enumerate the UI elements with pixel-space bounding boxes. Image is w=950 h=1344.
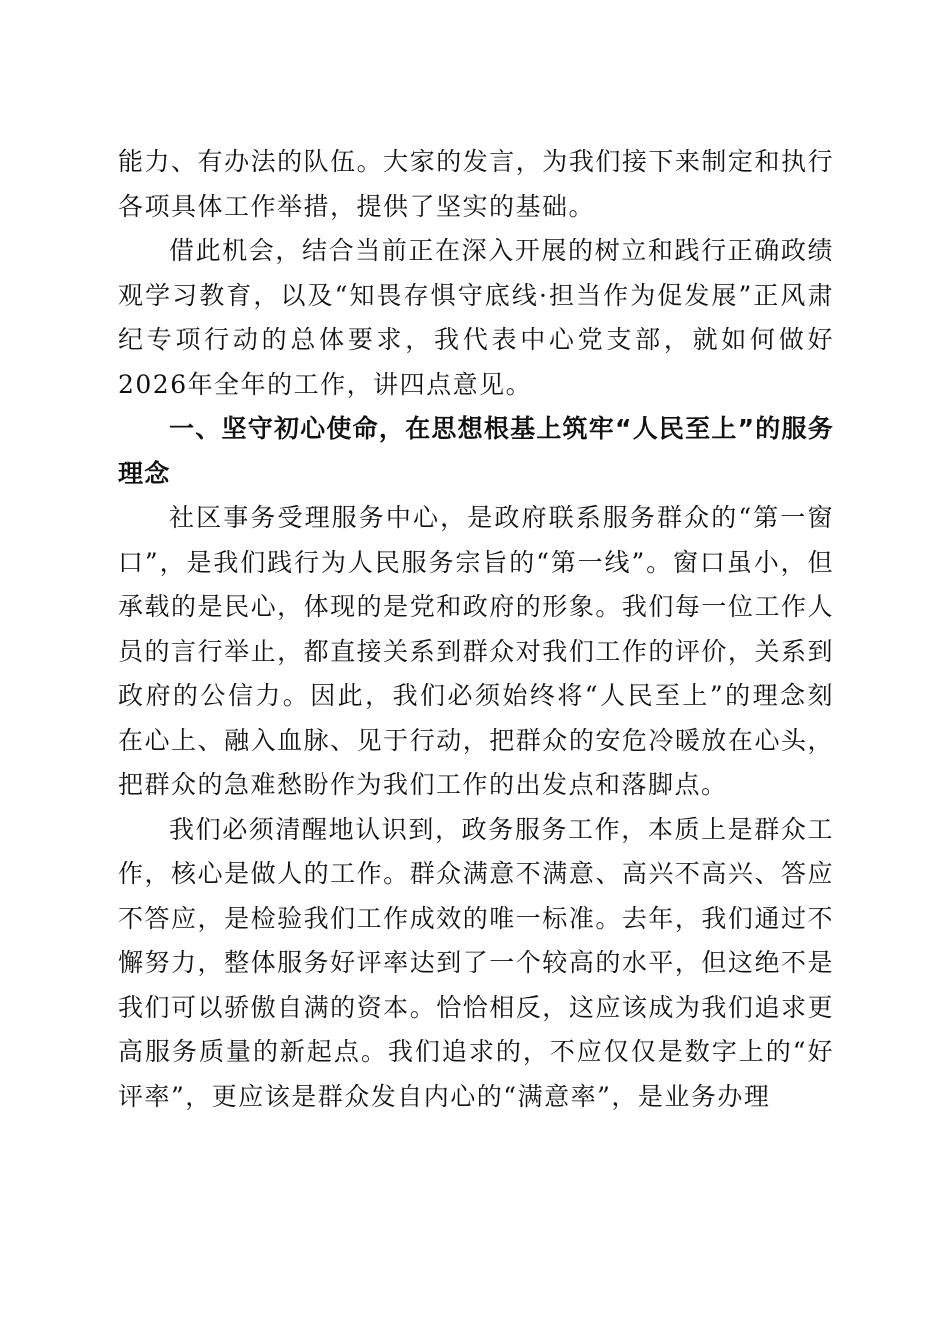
paragraph-continuation: 能力、有办法的队伍。大家的发言，为我们接下来制定和执行各项具体工作举措，提供了坚实的基础。	[118, 147, 834, 221]
document-body	[118, 140, 834, 1119]
paragraph-mass-work: 我们必须清醒地认识到，政务服务工作，本质上是群众工作，核心是做人的工作。群众满意不满意、高兴不高兴、答应不答应，是检验我们工作成效的唯一标准。去年，我们通过不懈努力，整体服务好评率达到了一个较高的水平，但这绝不是我们可以骄傲自满的资本。恰恰相反，这应该成为我们追求更高服务质量的新起点。我们追求的，不应仅仅是数字上的“好评率”，更应该是群众发自内心的“满意率”，是业务办理	[118, 814, 834, 1111]
section-heading-1: 一、坚守初心使命，在思想根基上筑牢“人民至上”的服务理念	[118, 414, 834, 488]
paragraph-service-center: 社区事务受理服务中心，是政府联系服务群众的“第一窗口”，是我们践行为人民服务宗旨的“第一线”。窗口虽小，但承载的是民心，体现的是党和政府的形象。我们每一位工作人员的言行举止，都直接关系到群众对我们工作的评价，关系到政府的公信力。因此，我们必须始终将“人民至上”的理念刻在心上、融入血脉、见于行动，把群众的安危冷暖放在心头，把群众的急难愁盼作为我们工作的出发点和落脚点。	[118, 503, 834, 799]
paragraph-opportunity: 借此机会，结合当前正在深入开展的树立和践行正确政绩观学习教育，以及“知畏存惧守底线·担当作为促发展”正风肃纪专项行动的总体要求，我代表中心党支部，就如何做好2026年全年的工作，讲四点意见。	[118, 236, 834, 399]
